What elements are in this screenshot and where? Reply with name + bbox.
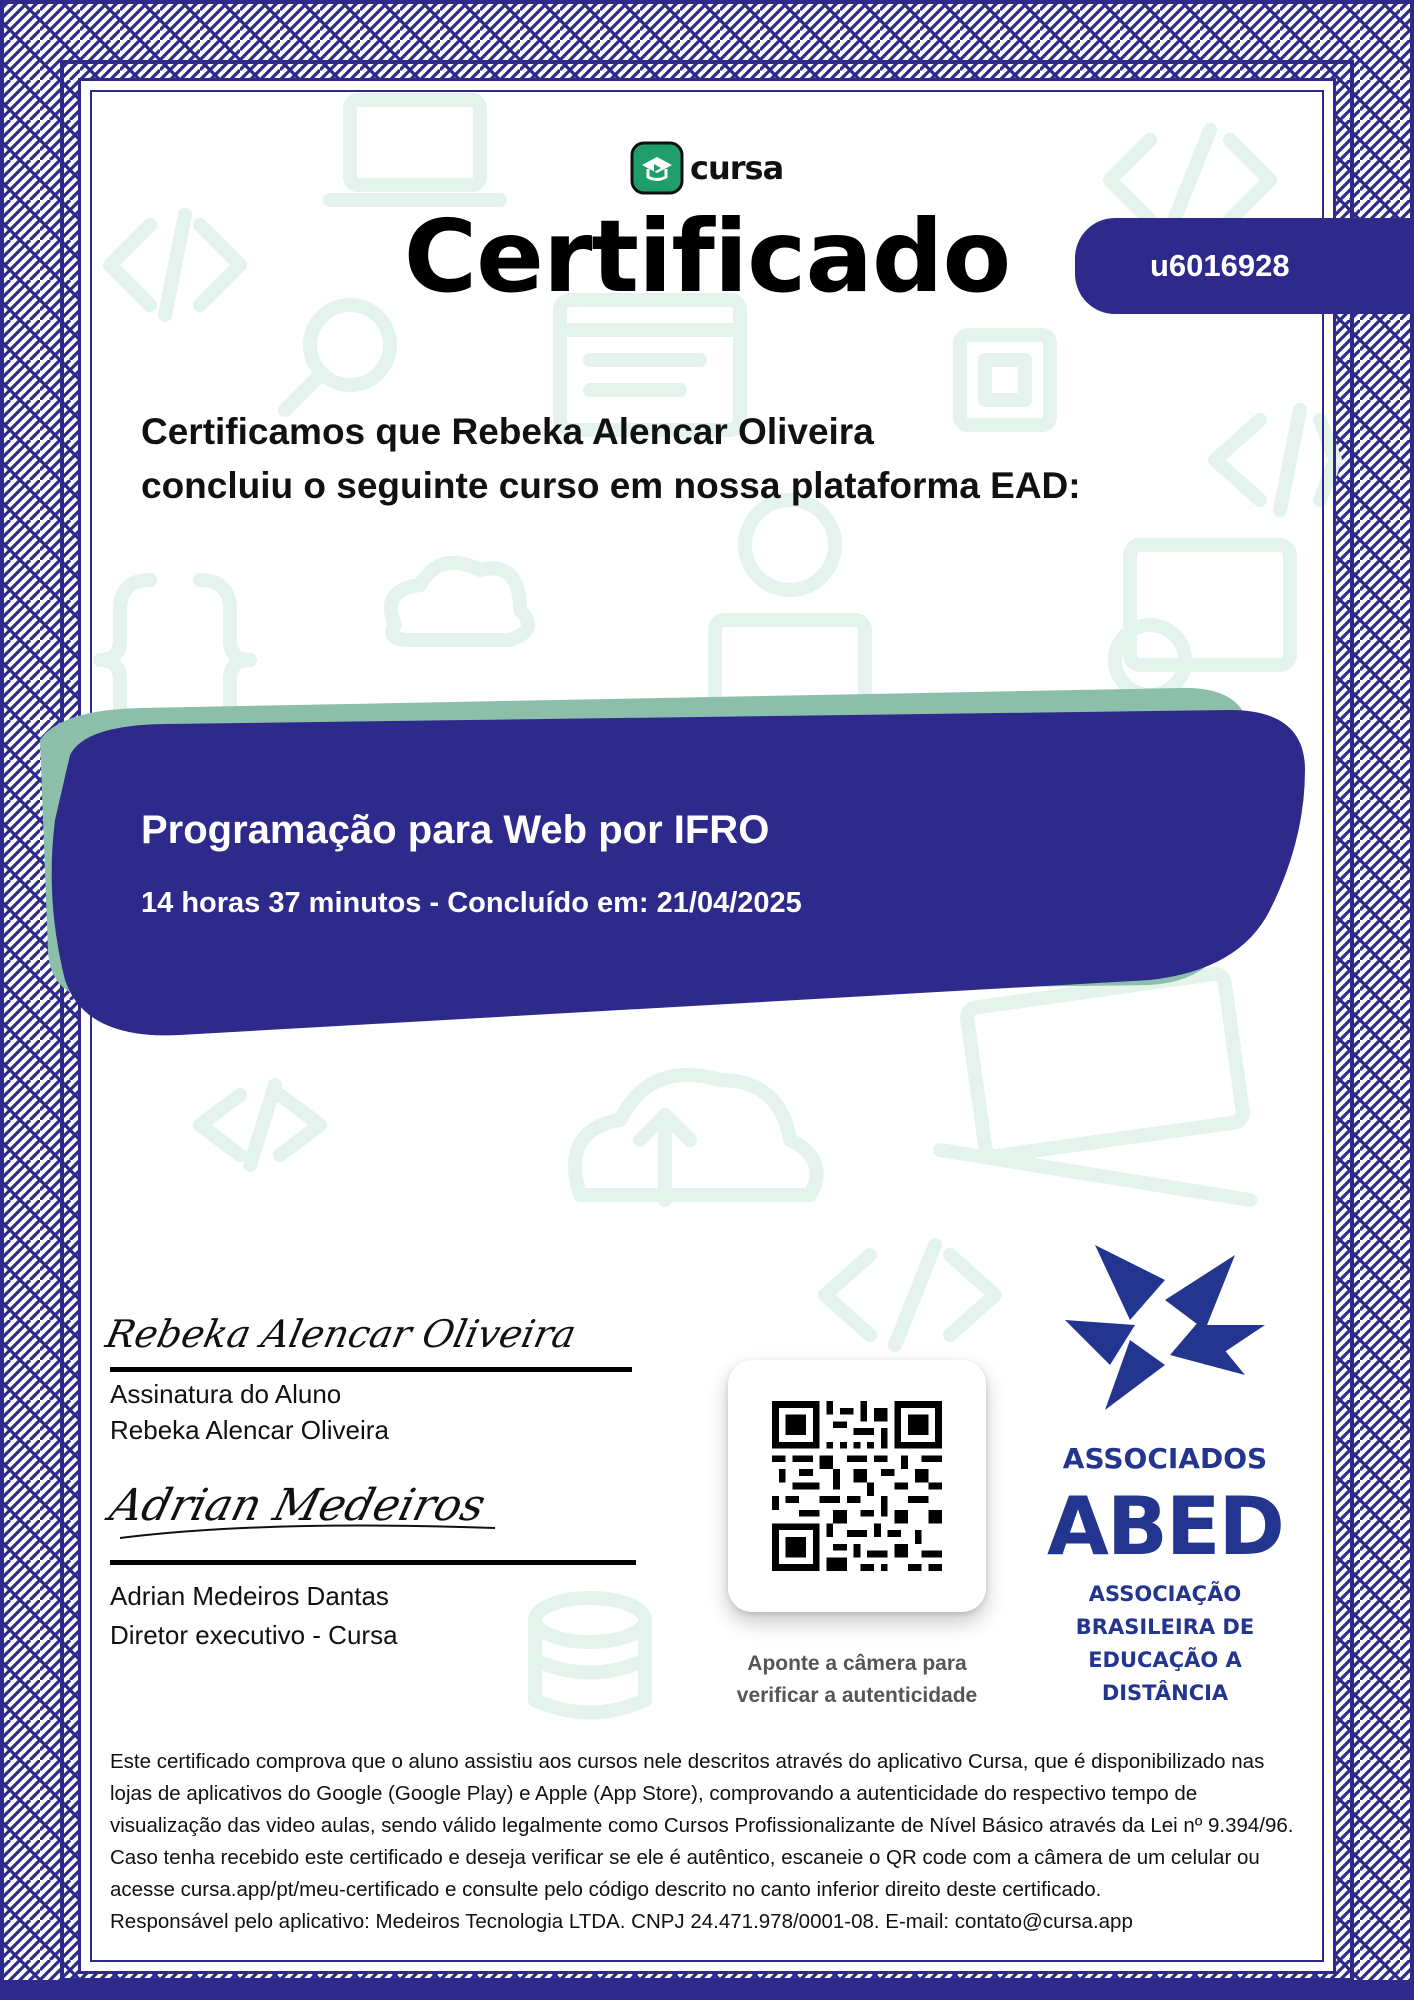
cursa-logo xyxy=(630,140,783,196)
certificate-code-badge xyxy=(1075,218,1414,314)
abed-line-2: BRASILEIRA DE xyxy=(1075,1615,1255,1639)
abed-acronym: ABED xyxy=(1047,1480,1283,1573)
director-signature xyxy=(104,1450,535,1560)
legal-disclaimer: Este certificado comprova que o aluno assistiu aos cursos nele descritos através do aplicativo Cursa, que é disponibilizado nas lojas de aplicativos do Google (Google Play) e Apple (App Store), comprovando a autenticidade do respectivo tempo de visualização das video aulas, sendo válido legalmente como Cursos Profissionalizante de Nível Básico através da Lei nº 9.394/96. Caso tenha recebido este certificado e deseja verificar se ele é autêntico, escaneie o QR code com a câmera de um celular ou acesse cursa.app/pt/meu-certificado e consulte pelo código descrito no canto inferior direito deste certificado. xyxy=(110,1750,1294,1901)
legal-responsible: Responsável pelo aplicativo: Medeiros Tecnologia LTDA. CNPJ 24.471.978/0001-08. E-mail: contato@cursa.app xyxy=(110,1910,1133,1933)
abed-associados-label: ASSOCIADOS xyxy=(1062,1442,1268,1475)
student-signature xyxy=(101,1295,580,1375)
qr-caption-line-1: Aponte a câmera para xyxy=(747,1652,967,1675)
certificate-code: u6016928 xyxy=(1150,248,1290,283)
qr-code[interactable] xyxy=(772,1401,942,1571)
certificate-title: Certificado xyxy=(403,198,1011,315)
abed-line-4: DISTÂNCIA xyxy=(1101,1681,1229,1705)
qr-caption-line-2: verificar a autenticidade xyxy=(736,1684,978,1707)
course-name: Programação para Web por IFRO xyxy=(141,808,770,852)
director-signature-script: Adrian Medeiros xyxy=(104,1479,491,1531)
student-signature-line xyxy=(110,1367,632,1372)
abed-line-3: EDUCAÇÃO A xyxy=(1088,1648,1242,1672)
certification-line-2: concluiu o seguinte curso em nossa plataforma EAD: xyxy=(141,465,1081,506)
director-role: Diretor executivo - Cursa xyxy=(110,1620,398,1650)
student-signature-script: Rebeka Alencar Oliveira xyxy=(101,1312,580,1357)
student-signature-label: Assinatura do Aluno xyxy=(110,1379,342,1409)
certification-statement xyxy=(141,405,1141,513)
cursa-logo-icon xyxy=(630,141,684,195)
abed-logo-icon xyxy=(1035,1225,1295,1435)
legal-footer xyxy=(110,1746,1310,1938)
cursa-logo-text: cursa xyxy=(690,149,784,187)
qr-code-caption xyxy=(700,1648,1014,1712)
qr-code-card[interactable] xyxy=(728,1360,986,1612)
student-signature-name: Rebeka Alencar Oliveira xyxy=(110,1415,389,1445)
director-signature-line xyxy=(110,1560,636,1565)
certification-line-1 xyxy=(141,405,1141,459)
student-name: Rebeka Alencar Oliveira xyxy=(451,411,874,452)
abed-line-1: ASSOCIAÇÃO xyxy=(1088,1582,1242,1606)
director-name: Adrian Medeiros Dantas xyxy=(110,1581,389,1611)
course-duration-and-completion: 14 horas 37 minutos - Concluído em: 21/04/2025 xyxy=(141,887,802,919)
course-banner xyxy=(0,680,1414,1050)
abed-full-name xyxy=(1030,1578,1300,1710)
certification-prefix: Certificamos que xyxy=(141,411,442,452)
